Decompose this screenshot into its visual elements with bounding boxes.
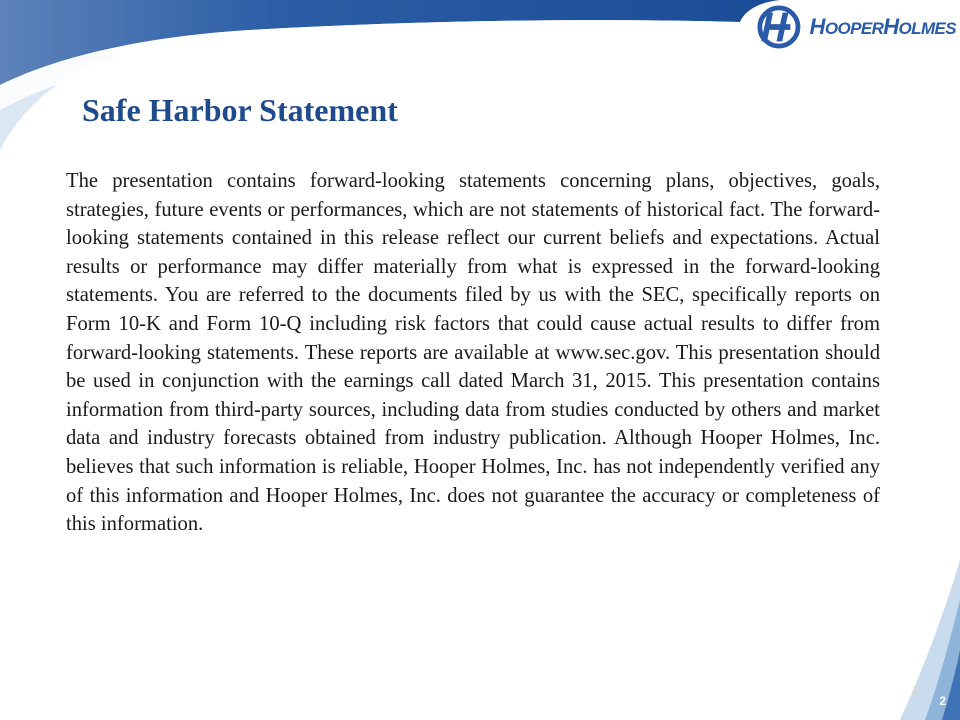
page-number-faint: 2 (911, 685, 917, 695)
slide-title: Safe Harbor Statement (82, 92, 398, 128)
logo-wordmark: HOOPERHOLMES (809, 14, 956, 39)
logo-h-mark-icon (756, 2, 808, 52)
safe-harbor-body: The presentation contains forward-looking statements concerning plans, objectives, goals, strategies, future events or performances, which are not statements of historical fact. The forward-looking statements contained in this release reflect our current beliefs and expectations. Actual results or performance may differ materially from what is expressed in the forward-looking statements. You are referred to the documents filed by us with the SEC, specifically reports on Form 10-K and Form 10-Q including risk factors that could cause actual results to differ from forward-looking statements. These reports are available at www.sec.gov. This presentation should be used in conjunction with the earnings call dated March 31, 2015. This presentation contains information from third-party sources, including data from studies conducted by others and market data and industry forecasts obtained from industry publication. Although Hooper Holmes, Inc. believes that such information is reliable, Hooper Holmes, Inc. has not independently verified any of this information and Hooper Holmes, Inc. does not guarantee the accuracy or completeness of this information. (66, 170, 880, 536)
top-band (0, 0, 780, 85)
hooper-holmes-logo (756, 2, 956, 52)
page-number: 2 (939, 694, 946, 708)
